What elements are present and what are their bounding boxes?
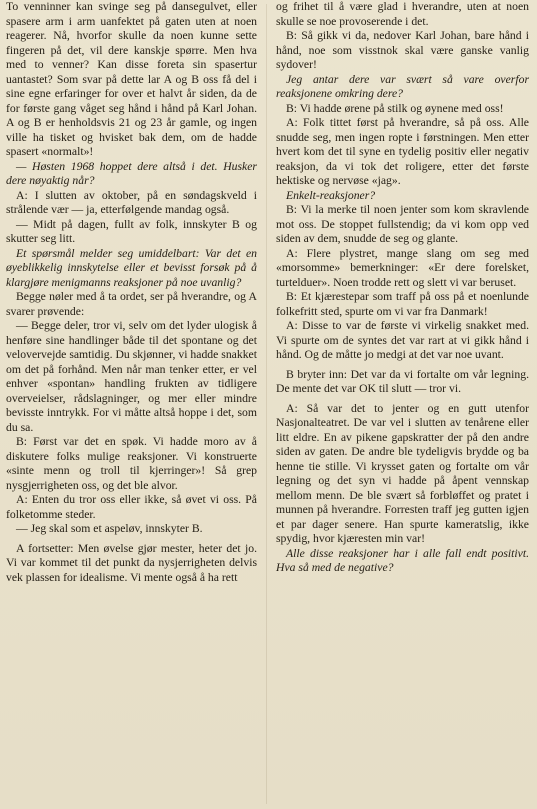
paragraph: A fortsetter: Men øvelse gjør mester, heter det jo. Vi var kommet til det punkt da nysjerrigheten delvis vek plassen for idealisme. Vi mente også å ha rett [6, 541, 257, 584]
paragraph: — Begge deler, tror vi, selv om det lyder ulogisk å henføre sine handlinger både til det spontane og det velovervejde samtidig. Du skjønner, vi hadde snakket om det på forhånd. Men når man tenker etter, er vel enhver «spontan» handling frukten av tidligere overveielser, rådslagninger, og mer eller mindre bevisste inntrykk. For vi måtte altså hoppe i det, som du sa. [6, 319, 257, 434]
column-gutter [266, 4, 267, 804]
paragraph: — Jeg skal som et aspeløv, innskyter B. [16, 522, 203, 535]
paragraph: B: Vi la merke til noen jenter som kom skravlende mot oss. De stoppet fullstendig; da vi kom opp ved siden av dem, snudde de seg og glante. [276, 203, 529, 245]
interviewer-question: — Høsten 1968 hoppet dere altså i det. Husker dere nøyaktig når? [6, 159, 257, 187]
paragraph: B: Et kjærestepar som traff på oss på et noenlunde folkefritt sted, spurte om vi var fra Danmark! [276, 290, 529, 318]
interviewer-question: Jeg antar dere var svært så vare overfor reaksjonene omkring dere? [276, 72, 529, 100]
interviewer-question: Alle disse reaksjoner har i alle fall endt positivt. Hva så med de negative? [276, 546, 529, 574]
paragraph: A: Folk tittet først på hverandre, så på oss. Alle snudde seg, men ingen ropte i førstningen. Men etter hvert kom det til syne en tydelig positiv eller negativ reaksjon, da vi tok det roligere, etter det første hektiske og nervøse «jag». [276, 116, 529, 187]
paragraph: — Midt på dagen, fullt av folk, innskyter B og skutter seg litt. [6, 217, 257, 245]
paragraph: og frihet til å være glad i hverandre, uten at noen skulle se noe provoserende i det. [276, 0, 529, 28]
paragraph: A: Så var det to jenter og en gutt utenfor Nasjonalteatret. De var vel i slutten av tenårene eller litt eldre. En av pikene gapskratter der på den andre siden av gaten. De andre ble tydeligvis brydde og ba henne tie stille. Vi krysset gaten og fortalte om vår legning og det syn vi hadde på åpent vennskap mellom menn. De ble svært så forbløffet og pratet i munnen på hverandre. Forresten traff jeg gutten igjen et par dager senere. Han spurte kameratslig, ikke spydig, hvor kjæresten min var! [276, 401, 529, 545]
paragraph: A: Disse to var de første vi virkelig snakket med. Vi spurte om de syntes det var rart at vi gikk hånd i hånd. Og de måtte jo medgi at det var noe uvant. [276, 319, 529, 361]
interviewer-question: Et spørsmål melder seg umiddelbart: Var det en øyeblikkelig innskytelse eller et bevisst forsøk på å klargjøre menigmanns reaksjoner på noe uvanlig? [6, 246, 257, 289]
paragraph: B: Først var det en spøk. Vi hadde moro av å diskutere folks mulige reaksjoner. Vi konstruerte «sinte menn og troll til kjerringer»! Så grep nysgjerrigheten oss, og det ble alvor. [6, 435, 257, 492]
right-column [276, 0, 529, 576]
paragraph: To venninner kan svinge seg på dansegulvet, eller spasere arm i arm uanfektet på gaten uten at noen reagerer. Nå, hvorfor skulle da noen kunne sette fingeren på det, vil dere kanskje spørre. Men hva med to venner? Kan disse foreta sin spasertur uantastet? Som svar på dette lar A og B oss få del i sine egne erfaringer for over et halvt år siden, da de for første gang våget seg hånd i hånd på Karl Johan. A og B er henholdsvis 21 og 23 år gamle, og ingen ville ha tisket og hvisket bak dem, om de hadde spasert «normalt»! [6, 0, 257, 158]
paragraph: A: Flere plystret, mange slang om seg med «morsomme» bemerkninger: «Er dere forelsket, turtelduer». Noen trodde rett og slett vi var beruset. [276, 246, 529, 289]
paragraph: Begge nøler med å ta ordet, ser på hverandre, og A svarer prøvende: [6, 290, 257, 318]
paragraph: B: Vi hadde ørene på stilk og øynene med oss! [286, 101, 504, 115]
paragraph: B bryter inn: Det var da vi fortalte om vår legning. De mente det var OK til slutt — tror vi. [276, 367, 529, 395]
paragraph: B: Så gikk vi da, nedover Karl Johan, bare hånd i hånd, noe som visstnok skal være ganske vanlig sydover! [276, 29, 529, 71]
paragraph: A: Enten du tror oss eller ikke, så øvet vi oss. På folketomme steder. [6, 493, 257, 521]
paragraph: A: I slutten av oktober, på en søndagskveld i strålende vær — ja, etterfølgende mandag også. [6, 188, 257, 216]
interviewer-question: Enkelt-reaksjoner? [286, 188, 376, 202]
left-column [6, 0, 257, 585]
